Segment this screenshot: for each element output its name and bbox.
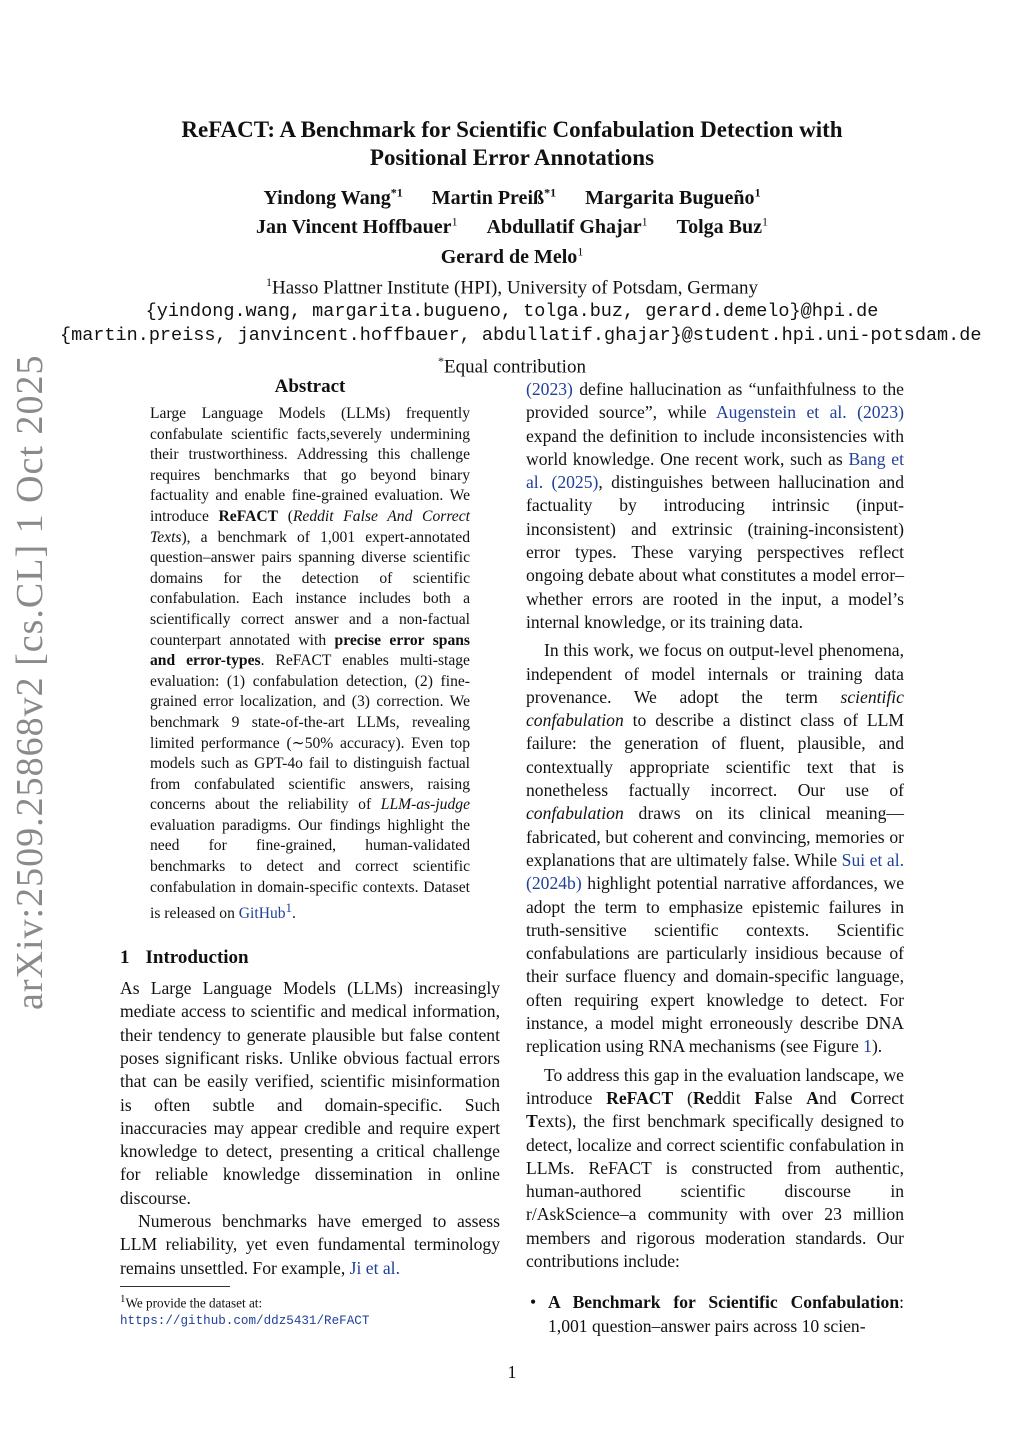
author: Jan Vincent Hoffbauer$^1$ xyxy=(256,214,458,239)
email-line-1: {yindong.wang, margarita.bugueno, tolga.buz, gerard.demelo}@hpi.de xyxy=(145,301,879,323)
left-column xyxy=(120,376,500,1330)
dataset-url-link[interactable]: https://github.com/ddz5431/ReFACT xyxy=(120,1314,370,1329)
citation-link[interactable]: Bang et al. xyxy=(526,448,904,493)
footnote-rule xyxy=(120,1286,230,1287)
affiliation: $^1$Hasso Plattner Institute (HPI), University of Potsdam, Germany xyxy=(265,274,758,299)
right-paragraph-1: (2023) define hallucination as “unfaithfulness to the provided source”, while Augenstein et al. (2023) expand the definition to include inconsistencies with world knowledge. One recent work, such as Bang et al. (2025), distinguishes between hallucination and factuality by introducing intrinsic (input-inconsistent) and extrinsic (training-inconsistent) error types. These varying perspectives reflect ongoing debate about what constitutes a model error–whether errors are rooted in the input, a model’s internal knowledge, or its training data. xyxy=(526,379,905,632)
citation-link[interactable]: (2023) xyxy=(857,402,904,423)
right-paragraph-2: In this work, we focus on output-level phenomena, independent of model internals or training data provenance. We adopt the term scientific confabulation to describe a distinct class of LLM failure: the generation of fluent, plausible, and contextually appropriate scientific text that is nonetheless factually incorrect. Our use of confabulation draws on its clinical meaning—fabricated, but coherent and convincing, memories or explanations that are ultimately false. While Sui et al. (2024b) highlight potential narrative affordances, we adopt the term to emphasize epistemic failures in truth-sensitive scientific contexts. Scientific confabulations are particularly insidious because of their surface fluency and domain-specific language, often requiring expert knowledge to detect. For instance, a model might erroneously describe DNA replication using RNA mechanisms (see Figure 1). xyxy=(526,640,905,1057)
introduction-heading: 1 Introduction xyxy=(120,947,249,969)
footnote: $^1$We provide the dataset at: https://github.com/ddz5431/ReFACT xyxy=(120,1292,370,1329)
right-column xyxy=(526,378,904,1338)
page-number: 1 xyxy=(507,1362,517,1382)
author: Margarita Bugueño$^1$ xyxy=(585,185,761,209)
abstract-heading: Abstract xyxy=(274,376,346,397)
citation-link[interactable]: (2023) xyxy=(526,379,573,399)
email-line-2: {martin.preiss, janvincent.hoffbauer, abdullatif.ghajar}@student.hpi.uni-potsdam.de xyxy=(60,325,982,347)
intro-paragraph-1: As Large Language Models (LLMs) increasingly mediate access to scientific and medical information, their tendency to generate plausible but false content poses significant risks. Unlike obvious factual errors that can be easily verified, scientific misinformation is often subtle and domain-specific. Such inaccuracies may appear credible and require expert knowledge to detect, presenting a critical challenge for reliable knowledge dissemination in online discourse. xyxy=(120,978,500,1208)
github-link[interactable]: GitHub xyxy=(238,905,286,923)
author: Tolga Buz$^1$ xyxy=(676,214,768,239)
paper-title xyxy=(60,116,964,172)
title-line-2: Positional Error Annotations xyxy=(369,145,655,170)
list-item: • A Benchmark for Scientific Confabulation: 1,001 question–answer pairs across 10 scien- xyxy=(548,1291,904,1338)
equal-contribution-note: *Equal contribution xyxy=(438,354,586,378)
citation-link[interactable]: Augenstein et al. xyxy=(715,402,847,423)
citation-link[interactable]: Ji et al. xyxy=(349,1257,400,1278)
author: Gerard de Melo$^1$ xyxy=(440,244,584,268)
contribution-list xyxy=(526,1291,904,1338)
author: Abdullatif Ghajar$^1$ xyxy=(486,214,648,239)
intro-paragraph-2: Numerous benchmarks have emerged to assess LLM reliability, yet even fundamental terminology remains unsettled. For example, Ji et al. xyxy=(120,1211,500,1278)
citation-link[interactable]: (2024b) xyxy=(526,873,582,894)
citation-link[interactable]: Sui et al. xyxy=(841,849,905,870)
author: Yindong Wang$^{*1}$ xyxy=(263,185,403,209)
author: Martin Preiß$^{*1}$ xyxy=(431,185,557,209)
title-line-1: ReFACT: A Benchmark for Scientific Confabulation Detection with xyxy=(181,117,843,142)
paper-header xyxy=(60,116,982,380)
arxiv-identifier-stamp: arXiv:2509.25868v2 [cs.CL] 1 Oct 2025 xyxy=(9,354,51,1010)
citation-link[interactable]: (2025) xyxy=(551,472,599,493)
abstract-body: Large Language Models (LLMs) frequently confabulate scientific facts,severely undermining their trustworthiness. Addressing this challenge requires benchmarks that go beyond binary factuality and enable fine-grained evaluation. We introduce ReFACT (Reddit False And Correct Texts), a benchmark of 1,001 expert-annotated question–answer pairs spanning diverse scientific domains for the detection of scientific confabulation. Each instance includes both a scientifically correct answer and a non-factual counterpart annotated with precise error spans and error-types. ReFACT enables multi-stage evaluation: (1) confabulation detection, (2) fine-grained error localization, and (3) correction. We benchmark 9 state-of-the-art LLMs, revealing limited performance (∼50% accuracy). Even top models such as GPT-4o fail to distinguish factual from confabulated scientific answers, raising concerns about the reliability of LLM-as-judge evaluation paradigms. Our findings highlight the need for fine-grained, human-validated benchmarks to detect and correct scientific confabulation in domain-specific contexts. Dataset is released on GitHub$^1$. xyxy=(150,405,470,923)
right-paragraph-3: To address this gap in the evaluation landscape, we introduce ReFACT (Reddit False And Correct Texts), the first benchmark specifically designed to detect, localize and correct scientific confabulation in LLMs. ReFACT is constructed from authentic, human-authored scientific discourse in r/AskScience–a community with over 23 million members and rigorous moderation standards. Our contributions include: xyxy=(526,1064,904,1271)
author-list xyxy=(60,180,964,269)
figure-ref-link[interactable]: 1 xyxy=(863,1036,872,1057)
